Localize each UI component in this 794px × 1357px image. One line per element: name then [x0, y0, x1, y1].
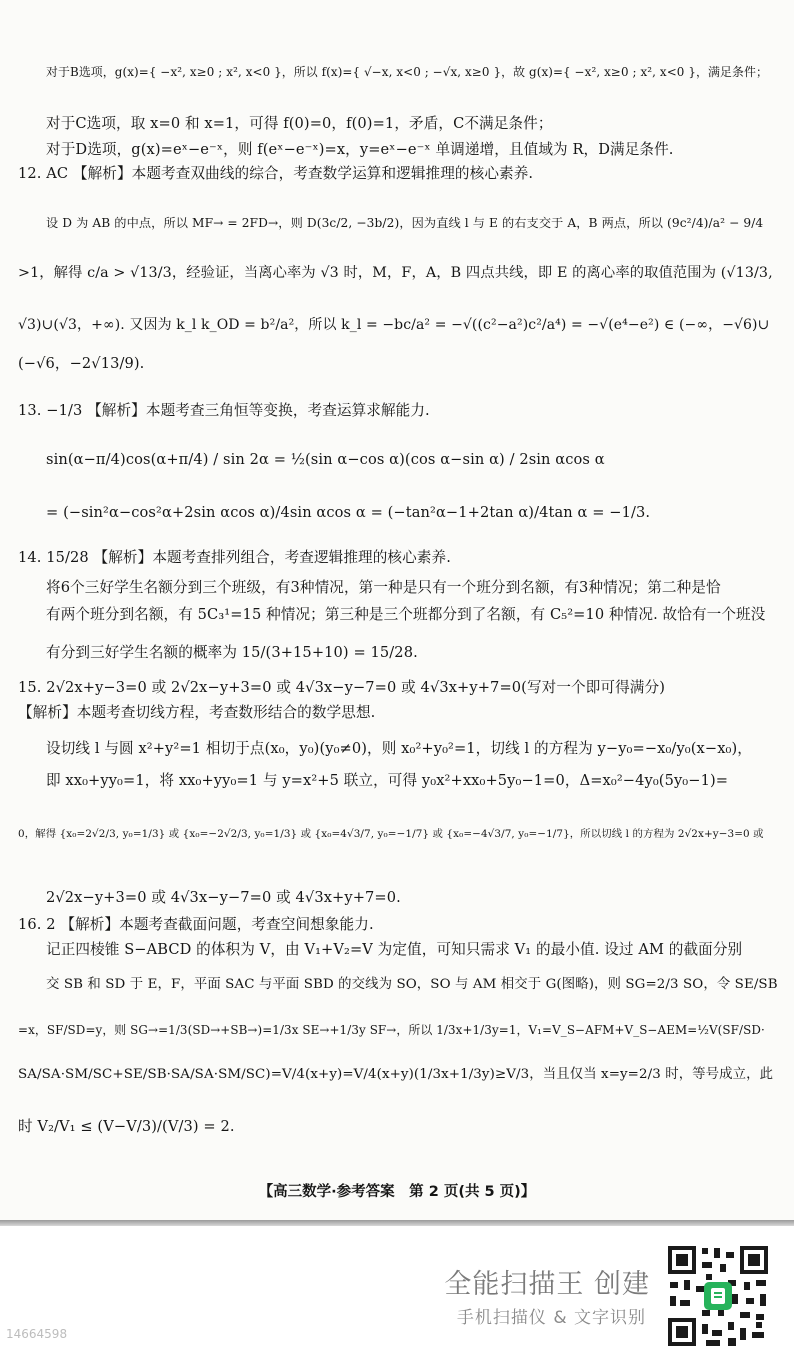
text-line-11: = (−sin²α−cos²α+2sin αcos α)/4sin αcos α = (−tan²α−1+2tan α)/4tan α = −1/3.	[46, 504, 651, 521]
text-line-5: 设 D 为 AB 的中点，所以 MF→ = 2FD→，则 D(3c/2, −3b/2)，因为直线 l 与 E 的右支交于 A，B 两点，所以 (9c²/4)/a² − 9/4	[46, 216, 764, 230]
text-line-15: 有分到三好学生名额的概率为 15/(3+15+10) = 15/28.	[46, 644, 418, 661]
text-line-1: 对于B选项，g(x)={ −x², x≥0 ; x², x<0 }，所以 f(x)={ √−x, x<0 ; −√x, x≥0 }，故 g(x)={ −x², x≥0 ; x², x<0 }，满足条件；	[46, 65, 768, 79]
text-line-6: >1，解得 c/a > √13/3，经验证，当离心率为 √3 时，M，F，A，B 四点共线，即 E 的离心率的取值范围为 (√13/3,	[18, 265, 773, 281]
text-line-27: 时 V₂/V₁ ≤ (V−V/3)/(V/3) = 2.	[18, 1118, 235, 1135]
text-line-3: 对于D选项，g(x)=eˣ−e⁻ˣ，则 f(eˣ−e⁻ˣ)=x，y=eˣ−e⁻ˣ 单调递增，且值域为 R，D满足条件.	[46, 141, 674, 158]
text-line-17: 【解析】本题考查切线方程，考查数形结合的数学思想.	[18, 704, 376, 721]
text-line-14: 有两个班分到名额，有 5C₃¹=15 种情况；第三种是三个班都分到了名额，有 C₅²=10 种情况. 故恰有一个班没	[46, 606, 766, 623]
text-line-26: SA/SA·SM/SC+SE/SB·SA/SA·SM/SC)=V/4(x+y)=V/4(x+y)(1/3x+1/3y)≥V/3，当且仅当 x=y=2/3 时，等号成立，此	[18, 1067, 774, 1082]
text-line-19: 即 xx₀+yy₀=1，将 xx₀+yy₀=1 与 y=x²+5 联立，可得 y₀x²+xx₀+5y₀−1=0，Δ=x₀²−4y₀(5y₀−1)=	[46, 772, 729, 789]
text-line-18: 设切线 l 与圆 x²+y²=1 相切于点(x₀，y₀)(y₀≠0)，则 x₀²+y₀²=1，切线 l 的方程为 y−y₀=−x₀/y₀(x−x₀)，	[46, 740, 752, 757]
text-line-8: (−√6，−2√13/9).	[18, 355, 145, 372]
page-edge-divider	[0, 1220, 794, 1226]
text-line-16: 15. 2√2x+y−3=0 或 2√2x−y+3=0 或 4√3x−y−7=0 或 4√3x+y+7=0(写对一个即可得满分)	[18, 679, 665, 696]
text-line-24: 交 SB 和 SD 于 E，F，平面 SAC 与平面 SBD 的交线为 SO，SO 与 AM 相交于 G(图略)，则 SG=2/3 SO，令 SE/SB	[46, 977, 778, 992]
text-line-9: 13. −1/3 【解析】本题考查三角恒等变换，考查运算求解能力.	[18, 402, 430, 419]
page-footer: 【高三数学·参考答案 第 2 页(共 5 页)】	[258, 1184, 536, 1200]
qr-code-icon	[666, 1244, 770, 1348]
scanner-watermark-title: 全能扫描王 创建	[444, 1269, 650, 1300]
scanner-watermark-id: 14664598	[6, 1327, 68, 1341]
text-line-7: √3)∪(√3，+∞). 又因为 k_l k_OD = b²/a²，所以 k_l = −bc/a² = −√((c²−a²)c²/a⁴) = −√(e⁴−e²) ∈ (−∞，−√6)∪	[18, 317, 770, 333]
scanner-watermark-subtitle: 手机扫描仪 & 文字识别	[456, 1308, 646, 1328]
text-line-23: 记正四棱锥 S−ABCD 的体积为 V，由 V₁+V₂=V 为定值，可知只需求 V₁ 的最小值. 设过 AM 的截面分别	[46, 941, 743, 958]
text-line-10: sin(α−π/4)cos(α+π/4) / sin 2α = ½(sin α−cos α)(cos α−sin α) / 2sin αcos α	[46, 451, 605, 468]
text-line-22: 16. 2 【解析】本题考查截面问题，考查空间想象能力.	[18, 916, 374, 933]
text-line-25: =x，SF/SD=y，则 SG→=1/3(SD→+SB→)=1/3x SE→+1/3y SF→，所以 1/3x+1/3y=1，V₁=V_S−AFM+V_S−AEM=½V(SF/SD·	[18, 1023, 765, 1037]
text-line-20: 0，解得 {x₀=2√2/3, y₀=1/3} 或 {x₀=−2√2/3, y₀=1/3} 或 {x₀=4√3/7, y₀=−1/7} 或 {x₀=−4√3/7, y₀=−1/7}，所以切线 l 的方程为 2√2x+y−3=0 或	[18, 828, 764, 840]
text-line-4: 12. AC 【解析】本题考查双曲线的综合，考查数学运算和逻辑推理的核心素养.	[18, 165, 534, 182]
text-line-2: 对于C选项，取 x=0 和 x=1，可得 f(0)=0，f(0)=1，矛盾，C不满足条件；	[46, 115, 553, 132]
text-line-13: 将6个三好学生名额分到三个班级，有3种情况，第一种是只有一个班分到名额，有3种情况；第二种是恰	[46, 579, 721, 596]
text-line-21: 2√2x−y+3=0 或 4√3x−y−7=0 或 4√3x+y+7=0.	[46, 889, 401, 906]
text-line-12: 14. 15/28 【解析】本题考查排列组合，考查逻辑推理的核心素养.	[18, 549, 451, 566]
